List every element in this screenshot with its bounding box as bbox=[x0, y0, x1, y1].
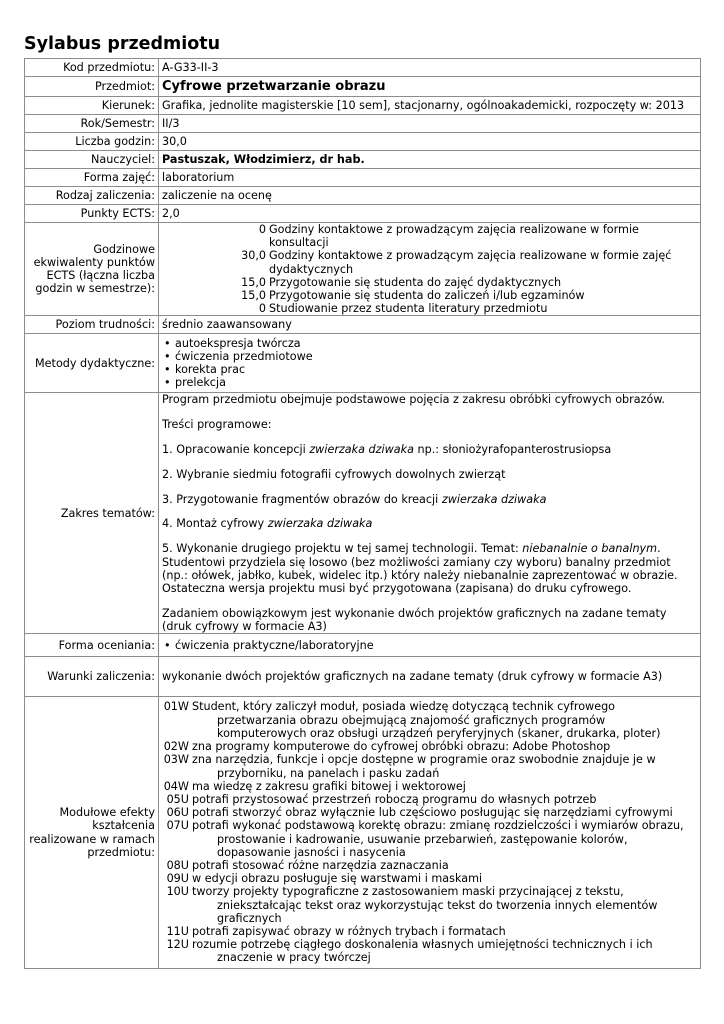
ekwiwalent-hours: 0 bbox=[258, 302, 266, 316]
ekwiwalent-hours: 0 bbox=[258, 223, 266, 236]
row-zakres bbox=[25, 393, 701, 634]
ekwiwalent-text: Przygotowanie się studenta do zajęć dydaktycznych bbox=[269, 275, 562, 289]
rok-value: II/3 bbox=[159, 115, 701, 133]
metody-label: Metody dydaktyczne: bbox=[25, 334, 159, 393]
ekwiwalent-text: Godziny kontaktowe z prowadzącym zajęcia realizowane w formie zajęć dydaktycznych bbox=[269, 249, 672, 276]
poziom-value: średnio zaawansowany bbox=[159, 316, 701, 334]
efekt-text: potrafi zapisywać obrazy w różnych trybach i formatach bbox=[192, 924, 506, 938]
ekwiwalenty-list bbox=[162, 223, 697, 315]
efekty-value bbox=[159, 697, 701, 968]
row-kierunek bbox=[25, 97, 701, 115]
row-forma bbox=[25, 169, 701, 187]
list-item: • korekta prac bbox=[162, 363, 697, 376]
ects-label: Punkty ECTS: bbox=[25, 205, 159, 223]
warunki-label: Warunki zaliczenia: bbox=[25, 657, 159, 697]
efekty-list bbox=[162, 700, 697, 964]
kod-label: Kod przedmiotu: bbox=[25, 59, 159, 77]
ekwiwalent-hours: 15,0 bbox=[241, 289, 266, 303]
zaliczenie-value: zaliczenie na ocenę bbox=[159, 187, 701, 205]
ekwiwalent-text: Godziny kontaktowe z prowadzącym zajęcia realizowane w formie konsultacji bbox=[269, 223, 639, 250]
efekt-code: 04W bbox=[163, 779, 189, 793]
row-rok bbox=[25, 115, 701, 133]
godziny-value: 30,0 bbox=[159, 133, 701, 151]
ocenianie-list bbox=[162, 639, 697, 652]
ects-value: 2,0 bbox=[159, 205, 701, 223]
row-godziny bbox=[25, 133, 701, 151]
zakres-point-4: 4. Montaż cyfrowy zwierzaka dziwaka bbox=[162, 517, 373, 531]
efekty-label: Modułowe efekty kształcenia realizowane w ramach przedmiotu: bbox=[25, 697, 159, 968]
row-efekty bbox=[25, 697, 701, 968]
forma-value: laboratorium bbox=[159, 169, 701, 187]
efekt-text: potrafi stworzyć obraz wyłącznie lub częściowo posługując się narzędziami cyfrowymi bbox=[192, 806, 673, 820]
efekt-code: 09U bbox=[166, 872, 189, 886]
godziny-label: Liczba godzin: bbox=[25, 133, 159, 151]
zakres-tresci: Treści programowe: bbox=[162, 418, 272, 432]
zakres-value bbox=[159, 393, 701, 634]
efekt-text: zna programy komputerowe do cyfrowej obróbki obrazu: Adobe Photoshop bbox=[192, 740, 611, 754]
metody-value bbox=[159, 334, 701, 393]
efekt-text: w edycji obrazu posługuje się warstwami i maskami bbox=[192, 872, 483, 886]
row-ects bbox=[25, 205, 701, 223]
row-kod bbox=[25, 59, 701, 77]
row-zaliczenie bbox=[25, 187, 701, 205]
efekt-text: zna narzędzia, funkcje i opcje dostępne w programie oraz swobodnie znajduje je w przyborniku, na panelach i pasku zadań bbox=[192, 753, 656, 780]
zakres-point-1: 1. Opracowanie koncepcji zwierzaka dziwaka np.: słoniożyrafopanterostrusiopsa bbox=[162, 443, 612, 457]
ocenianie-label: Forma oceniania: bbox=[25, 634, 159, 657]
warunki-value: wykonanie dwóch projektów graficznych na zadane tematy (druk cyfrowy w formacie A3) bbox=[159, 657, 701, 697]
nauczyciel-value: Pastuszak, Włodzimierz, dr hab. bbox=[159, 151, 701, 169]
efekt-code: 12U bbox=[166, 938, 189, 952]
efekt-text: rozumie potrzebę ciągłego doskonalenia własnych umiejętności technicznych i ich znaczenie w pracy twórczej bbox=[192, 938, 653, 965]
efekt-text: potrafi stosować różne narzędzia zaznaczania bbox=[192, 858, 449, 872]
efekt-code: 11U bbox=[166, 924, 189, 938]
ekwiwalent-text: Przygotowanie się studenta do zaliczeń i/lub egzaminów bbox=[269, 289, 585, 303]
przedmiot-value: Cyfrowe przetwarzanie obrazu bbox=[159, 77, 701, 97]
list-item: • ćwiczenia praktyczne/laboratoryjne bbox=[162, 639, 697, 652]
page-title: Sylabus przedmiotu bbox=[24, 34, 221, 54]
rok-label: Rok/Semestr: bbox=[25, 115, 159, 133]
ekwiwalenty-value bbox=[159, 223, 701, 316]
syllabus-table bbox=[24, 58, 701, 969]
efekt-code: 08U bbox=[166, 858, 189, 872]
row-metody bbox=[25, 334, 701, 393]
zakres-point-6: Zadaniem obowiązkowym jest wykonanie dwóch projektów graficznych na zadane tematy (druk cyfrowy w formacie A3) bbox=[162, 606, 667, 634]
kierunek-label: Kierunek: bbox=[25, 97, 159, 115]
zakres-point-3: 3. Przygotowanie fragmentów obrazów do kreacji zwierzaka dziwaka bbox=[162, 492, 547, 506]
forma-label: Forma zajęć: bbox=[25, 169, 159, 187]
poziom-label: Poziom trudności: bbox=[25, 316, 159, 334]
efekt-code: 06U bbox=[166, 806, 189, 820]
row-nauczyciel bbox=[25, 151, 701, 169]
row-przedmiot bbox=[25, 77, 701, 97]
ekwiwalent-hours: 30,0 bbox=[241, 249, 266, 263]
zakres-intro: Program przedmiotu obejmuje podstawowe pojęcia z zakresu obróbki cyfrowych obrazów. bbox=[162, 393, 665, 407]
kod-value: A-G33-II-3 bbox=[159, 59, 701, 77]
list-item: • autoekspresja twórcza bbox=[162, 337, 697, 350]
zakres-point-5: 5. Wykonanie drugiego projektu w tej samej technologii. Temat: niebanalnie o banalnym. Studentowi przydziela się losowo (bez możliwości zamiany czy wyboru) banalny przedmiot (np.: ołówek, jabłko, kubek, widelec itp.) który należy niebanalnie zaprezentować w obrazie. Ostateczna wersja projektu musi być przygotowana (zapisana) do druku cyfrowego. bbox=[162, 542, 678, 596]
ekwiwalenty-label: Godzinowe ekwiwalenty punktów ECTS (łączna liczba godzin w semestrze): bbox=[25, 223, 159, 316]
kierunek-value: Grafika, jednolite magisterskie [10 sem], stacjonarny, ogólnoakademicki, rozpoczęty w: 2013 bbox=[159, 97, 701, 115]
ekwiwalent-hours: 15,0 bbox=[241, 275, 266, 289]
efekt-code: 03W bbox=[163, 753, 189, 767]
efekt-text: ma wiedzę z zakresu grafiki bitowej i wektorowej bbox=[192, 779, 466, 793]
list-item: • ćwiczenia przedmiotowe bbox=[162, 350, 697, 363]
przedmiot-label: Przedmiot: bbox=[25, 77, 159, 97]
row-ekwiwalenty bbox=[25, 223, 701, 316]
ekwiwalent-text: Studiowanie przez studenta literatury przedmiotu bbox=[269, 302, 548, 316]
efekt-text: potrafi przystosować przestrzeń roboczą programu do własnych potrzeb bbox=[192, 792, 597, 806]
ocenianie-value bbox=[159, 634, 701, 657]
zaliczenie-label: Rodzaj zaliczenia: bbox=[25, 187, 159, 205]
efekt-code: 02W bbox=[163, 740, 189, 754]
nauczyciel-label: Nauczyciel: bbox=[25, 151, 159, 169]
efekt-code: 10U bbox=[166, 885, 189, 899]
efekt-code: 05U bbox=[166, 792, 189, 806]
efekt-text: potrafi wykonać podstawową korektę obrazu: zmianę rozdzielczości i wymiarów obrazu, prostowanie i kadrowanie, usuwanie przebarwień, zastępowanie kolorów, dopasowanie jasności i nasycenia bbox=[192, 819, 684, 859]
row-poziom bbox=[25, 316, 701, 334]
efekt-text: Student, który zaliczył moduł, posiada wiedzę dotyczącą technik cyfrowego przetwarzania obrazu obejmującą znajomość graficznych programów komputerowych oraz obsługi urządzeń peryferyjnych (skaner, drukarka, ploter) bbox=[192, 700, 661, 740]
zakres-label: Zakres tematów: bbox=[25, 393, 159, 634]
efekt-code: 01W bbox=[163, 700, 189, 714]
row-ocenianie bbox=[25, 634, 701, 657]
efekt-code: 07U bbox=[166, 819, 189, 833]
row-warunki bbox=[25, 657, 701, 697]
metody-list bbox=[162, 337, 697, 389]
efekt-text: tworzy projekty typograficzne z zastosowaniem maski przycinającej z tekstu, zniekształcając tekst oraz wykorzystując tekst do tworzenia innych elementów graficznych bbox=[192, 885, 658, 925]
list-item: • prelekcja bbox=[162, 376, 697, 389]
zakres-point-2: 2. Wybranie siedmiu fotografii cyfrowych dowolnych zwierząt bbox=[162, 467, 506, 481]
